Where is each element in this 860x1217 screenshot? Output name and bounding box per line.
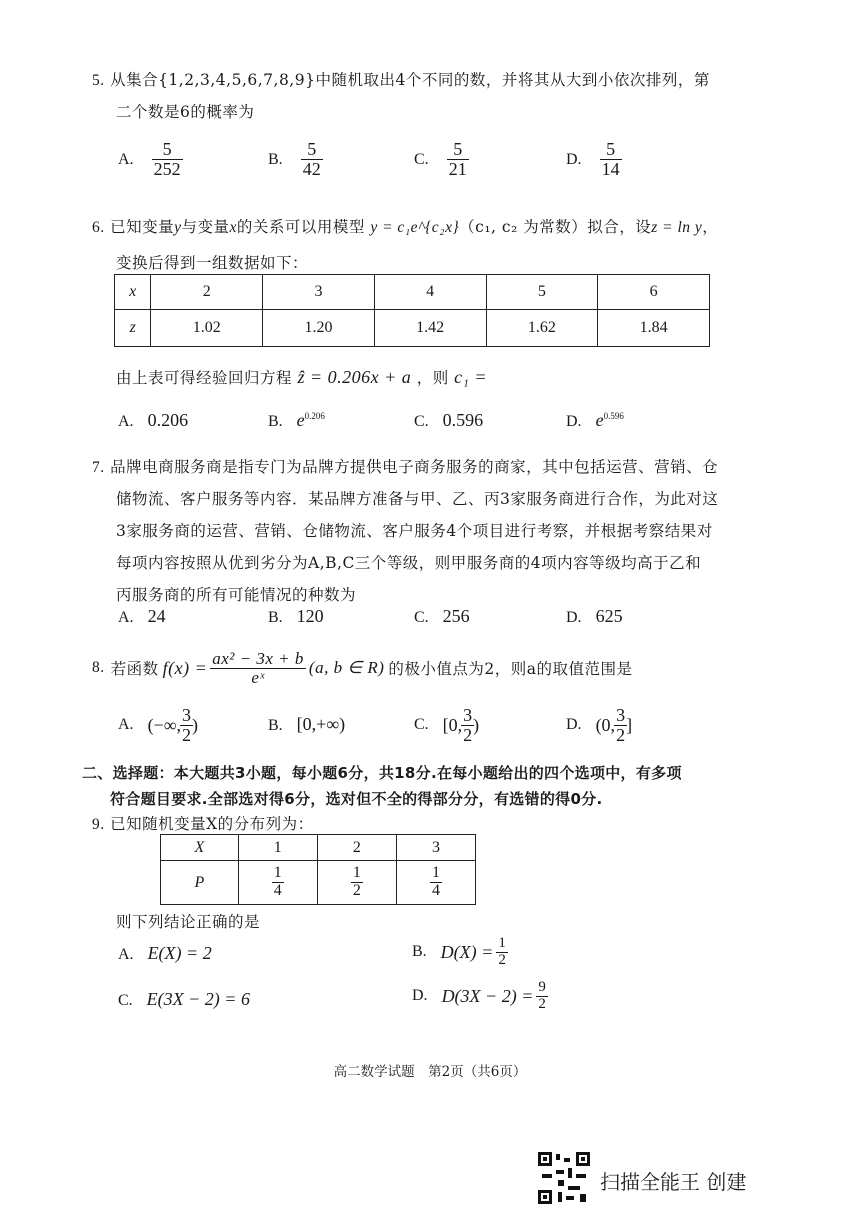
- q7-option-d: D. 625: [566, 606, 623, 626]
- q9-option-d: D. D(3X − 2) = $\frac{9}{2}$: [412, 979, 546, 1012]
- q5-options: [118, 140, 758, 190]
- q6-option-d: D. $e^{0.596}$: [566, 410, 624, 430]
- q7-line4: 每项内容按照从优到劣分为A,B,C三个等级，则甲服务商的4项内容等级均高于乙和: [116, 554, 702, 572]
- q6-data-table: [114, 274, 710, 347]
- table-row: [115, 275, 710, 310]
- table-cell: 3: [263, 275, 375, 310]
- table-cell: 1.20: [263, 310, 375, 347]
- q5-option-a: A. $\frac{5}{252}$: [118, 139, 181, 179]
- q7-option-a: A. 24: [118, 606, 166, 626]
- table-cell: x: [115, 275, 151, 310]
- table-cell: 1.02: [151, 310, 263, 347]
- q7-line2: 储物流、客户服务等内容．某品牌方准备与甲、乙、丙3家服务商进行合作，为此对这: [116, 490, 719, 508]
- q5-line2: 二个数是6的概率为: [116, 103, 255, 121]
- qr-code-icon: [538, 1152, 590, 1204]
- section2-line1: 二、选择题：本大题共3小题，每小题6分，共18分.在每小题给出的四个选项中，有多项: [82, 764, 682, 782]
- table-cell: $\frac{1}{2}$: [317, 861, 396, 905]
- table-cell: 1.84: [598, 310, 710, 347]
- table-cell: 6: [598, 275, 710, 310]
- table-cell: 2: [151, 275, 263, 310]
- q8-option-a: A. (−∞, $\frac{3}{2}$ ): [118, 705, 199, 745]
- q6-line3: 由上表可得经验回归方程 ẑ = 0.206x + a ，则 c₁ =: [116, 367, 488, 387]
- table-cell: $\frac{1}{4}$: [396, 861, 475, 905]
- page-footer: 高二数学试题 第2页（共6页）: [333, 1064, 527, 1080]
- table-row: [161, 835, 476, 861]
- q6-option-c: C. 0.596: [414, 410, 484, 430]
- q7-options: [118, 606, 758, 636]
- table-cell: $\frac{1}{4}$: [238, 861, 317, 905]
- table-cell: 3: [396, 835, 475, 861]
- q6-line1: 6. 已知变量y与变量x的关系可以用模型 y = c₁e^{c₂x}（c₁, c₂ 为常数）拟合，设z = ln y，: [92, 218, 719, 236]
- q8-options: [118, 706, 758, 756]
- q6-options: [118, 410, 758, 440]
- q9-option-b: B. D(X) = $\frac{1}{2}$: [412, 935, 506, 968]
- q8-option-c: C. [0, $\frac{3}{2}$ ): [414, 705, 480, 745]
- table-cell: 5: [486, 275, 598, 310]
- table-row: [161, 861, 476, 905]
- q9-intro: 9. 已知随机变量X的分布列为：: [92, 815, 314, 833]
- q9-option-c: C. E(3X − 2) = 6: [118, 989, 250, 1009]
- table-row: [115, 310, 710, 347]
- table-cell: X: [161, 835, 239, 861]
- q8-option-d: D. (0, $\frac{3}{2}$ ]: [566, 705, 633, 745]
- table-cell: 1: [238, 835, 317, 861]
- q6-option-b: B. $e^{0.206}$: [268, 410, 325, 430]
- table-cell: 4: [374, 275, 486, 310]
- q6-line2: 变换后得到一组数据如下：: [116, 254, 309, 272]
- q5-option-b: B. $\frac{5}{42}$: [268, 139, 321, 179]
- q8-option-b: B. [0,+∞): [268, 714, 346, 734]
- q5-line1: 5. 从集合{1,2,3,4,5,6,7,8,9}中随机取出4个不同的数，并将其从大到小依次排列，第: [92, 71, 710, 89]
- q7-option-b: B. 120: [268, 606, 324, 626]
- section2-line2: 符合题目要求.全部选对得6分，选对但不全的得部分分，有选错的得0分.: [110, 790, 603, 808]
- q9-distribution-table: [160, 834, 476, 905]
- table-cell: 2: [317, 835, 396, 861]
- table-cell: 1.42: [374, 310, 486, 347]
- q9-option-a: A. E(X) = 2: [118, 943, 212, 963]
- q8-line: 8. 若函数 f(x) = $\frac{\text{ax² − 3x + b}}{\text{eˣ}}$ (a, b ∈ R) 的极小值点为2，则a的取值范围是: [92, 649, 633, 687]
- table-cell: z: [115, 310, 151, 347]
- q7-option-c: C. 256: [414, 606, 470, 626]
- watermark-text: 扫描全能王 创建: [600, 1170, 747, 1194]
- q7-line1: 7. 品牌电商服务商是指专门为品牌方提供电子商务服务的商家，其中包括运营、营销、仓: [92, 458, 719, 476]
- q5-option-c: C. $\frac{5}{21}$: [414, 139, 467, 179]
- q6-option-a: A. 0.206: [118, 410, 189, 430]
- q5-option-d: D. $\frac{5}{14}$: [566, 139, 620, 179]
- q7-line3: 3家服务商的运营、营销、仓储物流、客户服务4个项目进行考察，并根据考察结果对: [116, 522, 713, 540]
- table-cell: P: [161, 861, 239, 905]
- table-cell: 1.62: [486, 310, 598, 347]
- q7-line5: 丙服务商的所有可能情况的种数为: [116, 586, 357, 604]
- q9-question: 则下列结论正确的是: [116, 913, 261, 931]
